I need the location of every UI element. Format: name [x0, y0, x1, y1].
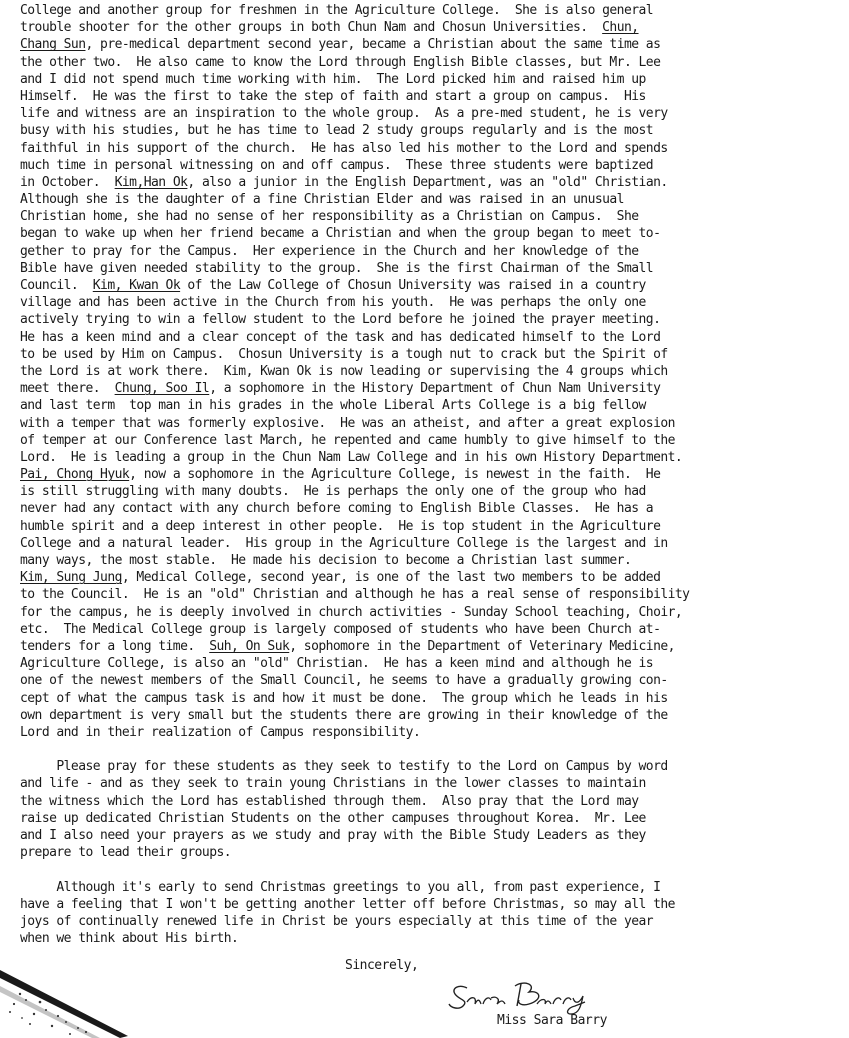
text-line: began to wake up when her friend became a Christian and when the group began to meet to- [20, 226, 661, 242]
text-line: College and another group for freshmen in the Agriculture College. She is also general [20, 3, 654, 18]
letter-body [20, 2, 840, 947]
text-line: the Lord is at work there. Kim, Kwan Ok is now leading or supervising the 4 groups which [20, 363, 668, 379]
text-line: for the campus, he is deeply involved in church activities - Sunday School teaching, Choir, [20, 604, 683, 620]
text-line: Bible have given needed stability to the group. She is the first Chairman of the Small [20, 260, 654, 276]
handwritten-signature [445, 976, 605, 1016]
text-line: have a feeling that I won't be getting another letter off before Christmas, so may all the [20, 896, 675, 912]
text-line: He has a keen mind and a clear concept of the task and has dedicated himself to the Lord [20, 329, 661, 345]
text-line: of temper at our Conference last March, he repented and came humbly to give himself to the [20, 432, 675, 448]
text-line: one of the newest members of the Small Council, he seems to have a gradually growing con- [20, 673, 668, 689]
text-line: busy with his studies, but he has time to lead 2 study groups regularly and is the most [20, 123, 654, 139]
text-line: and life - and as they seek to train young Christians in the lower classes to maintain [20, 776, 646, 792]
underlined-name: Chun, [602, 20, 639, 36]
text-line: never had any contact with any church before coming to English Bible Classes. He has a [20, 501, 654, 517]
text-line: faithful in his support of the church. He has also led his mother to the Lord and spends [20, 140, 668, 156]
text-line: Kim, Sung Jung, Medical College, second year, is one of the last two members to be added [20, 570, 661, 586]
text-line: Pai, Chong Hyuk, now a sophomore in the Agriculture College, is newest in the faith. He [20, 467, 661, 483]
text-line: Agriculture College, is also an "old" Christian. He has a keen mind and although he is [20, 656, 654, 672]
closing: Sincerely, [345, 958, 419, 973]
text-line: to be used by Him on Campus. Chosun University is a tough nut to crack but the Spirit of [20, 346, 668, 362]
text-line: meet there. Chung, Soo Il, a sophomore in the History Department of Chun Nam University [20, 381, 661, 397]
text-line: College and a natural leader. His group in the Agriculture College is the largest and in [20, 535, 668, 551]
text-line: the witness which the Lord has established through them. Also pray that the Lord may [20, 793, 639, 809]
paragraph-prayer [20, 758, 840, 861]
signer-name: Miss Sara Barry [497, 1013, 607, 1028]
text-line: Himself. He was the first to take the step of faith and start a group on campus. His [20, 88, 646, 104]
text-line: gether to pray for the Campus. Her experience in the Church and her knowledge of the [20, 243, 639, 259]
text-line: much time in personal witnessing on and off campus. These three students were baptized [20, 157, 654, 173]
paragraph-gap [20, 861, 840, 878]
paragraph-christmas [20, 879, 840, 948]
underlined-name: Kim, Kwan Ok [92, 278, 181, 293]
underlined-name: Suh, On Suk [209, 638, 290, 654]
underlined-name: Pai, Chong Hyuk [20, 467, 130, 483]
underlined-name: Chung, Soo Il [114, 381, 210, 397]
text-line: and I did not spend much time working with him. The Lord picked him and raised him up [20, 71, 646, 87]
text-line: Please pray for these students as they seek to testify to the Lord on Campus by word [20, 759, 668, 775]
text-line: joys of continually renewed life in Christ be yours especially at this time of the year [20, 913, 654, 929]
text-line: Lord. He is leading a group in the Chun Nam Law College and in his own History Department. [20, 449, 683, 465]
text-line: the other two. He also came to know the Lord through English Bible classes, but Mr. Lee [20, 54, 661, 70]
text-line: Although she is the daughter of a fine Christian Elder and was raised in an unusual [20, 192, 624, 208]
text-line: own department is very small but the students there are growing in their knowledge of the [20, 707, 668, 723]
text-line: is still struggling with many doubts. He is perhaps the only one of the group who had [20, 484, 646, 500]
text-line: Christian home, she had no sense of her responsibility as a Christian on Campus. She [20, 209, 639, 225]
text-line: in October. Kim,Han Ok, also a junior in the English Department, was an "old" Christian. [20, 174, 668, 190]
text-line: Although it's early to send Christmas greetings to you all, from past experience, I [20, 879, 661, 895]
text-line: many ways, the most stable. He made his decision to become a Christian last summer. [20, 553, 632, 568]
text-line: humble spirit and a deep interest in other people. He is top student in the Agriculture [20, 518, 661, 534]
underlined-name: Kim, Sung Jung [20, 570, 122, 586]
text-line: and I also need your prayers as we study and pray with the Bible Study Leaders as they [20, 828, 646, 843]
text-line: prepare to lead their groups. [20, 845, 232, 861]
text-line: village and has been active in the Church from his youth. He was perhaps the only one [20, 295, 646, 311]
corner-stamp-mark [0, 966, 140, 1038]
text-line: tenders for a long time. Suh, On Suk, sophomore in the Department of Veterinary Medicine, [20, 638, 675, 654]
text-line: when we think about His birth. [20, 931, 239, 947]
text-line: to the Council. He is an "old" Christian and although he has a real sense of responsibility [20, 587, 690, 603]
text-line: etc. The Medical College group is largely composed of students who have been Church at- [20, 621, 661, 637]
underlined-name: Kim,Han Ok [114, 174, 188, 190]
text-line: raise up dedicated Christian Students on the other campuses throughout Korea. Mr. Lee [20, 810, 646, 826]
text-line: life and witness are an inspiration to the whole group. As a pre-med student, he is very [20, 106, 668, 122]
text-line: with a temper that was formerly explosive. He was an atheist, and after a great explosion [20, 415, 675, 431]
text-line: trouble shooter for the other groups in both Chun Nam and Chosun Universities. Chun, [20, 20, 639, 36]
text-line: Council. Kim, Kwan Ok of the Law College of Chosun University was raised in a country [20, 278, 646, 293]
text-line: Chang Sun, pre-medical department second year, became a Christian about the same time as [20, 37, 661, 53]
text-line: actively trying to win a fellow student to the Lord before he joined the prayer meeting. [20, 312, 661, 328]
text-line: and last term top man in his grades in the whole Liberal Arts College is a big fellow [20, 398, 646, 414]
paragraph-students [20, 2, 840, 741]
paragraph-gap [20, 741, 840, 758]
underlined-name: Chang Sun [20, 37, 86, 53]
text-line: Lord and in their realization of Campus responsibility. [20, 724, 421, 740]
text-line: cept of what the campus task is and how it must be done. The group which he leads in his [20, 690, 668, 706]
